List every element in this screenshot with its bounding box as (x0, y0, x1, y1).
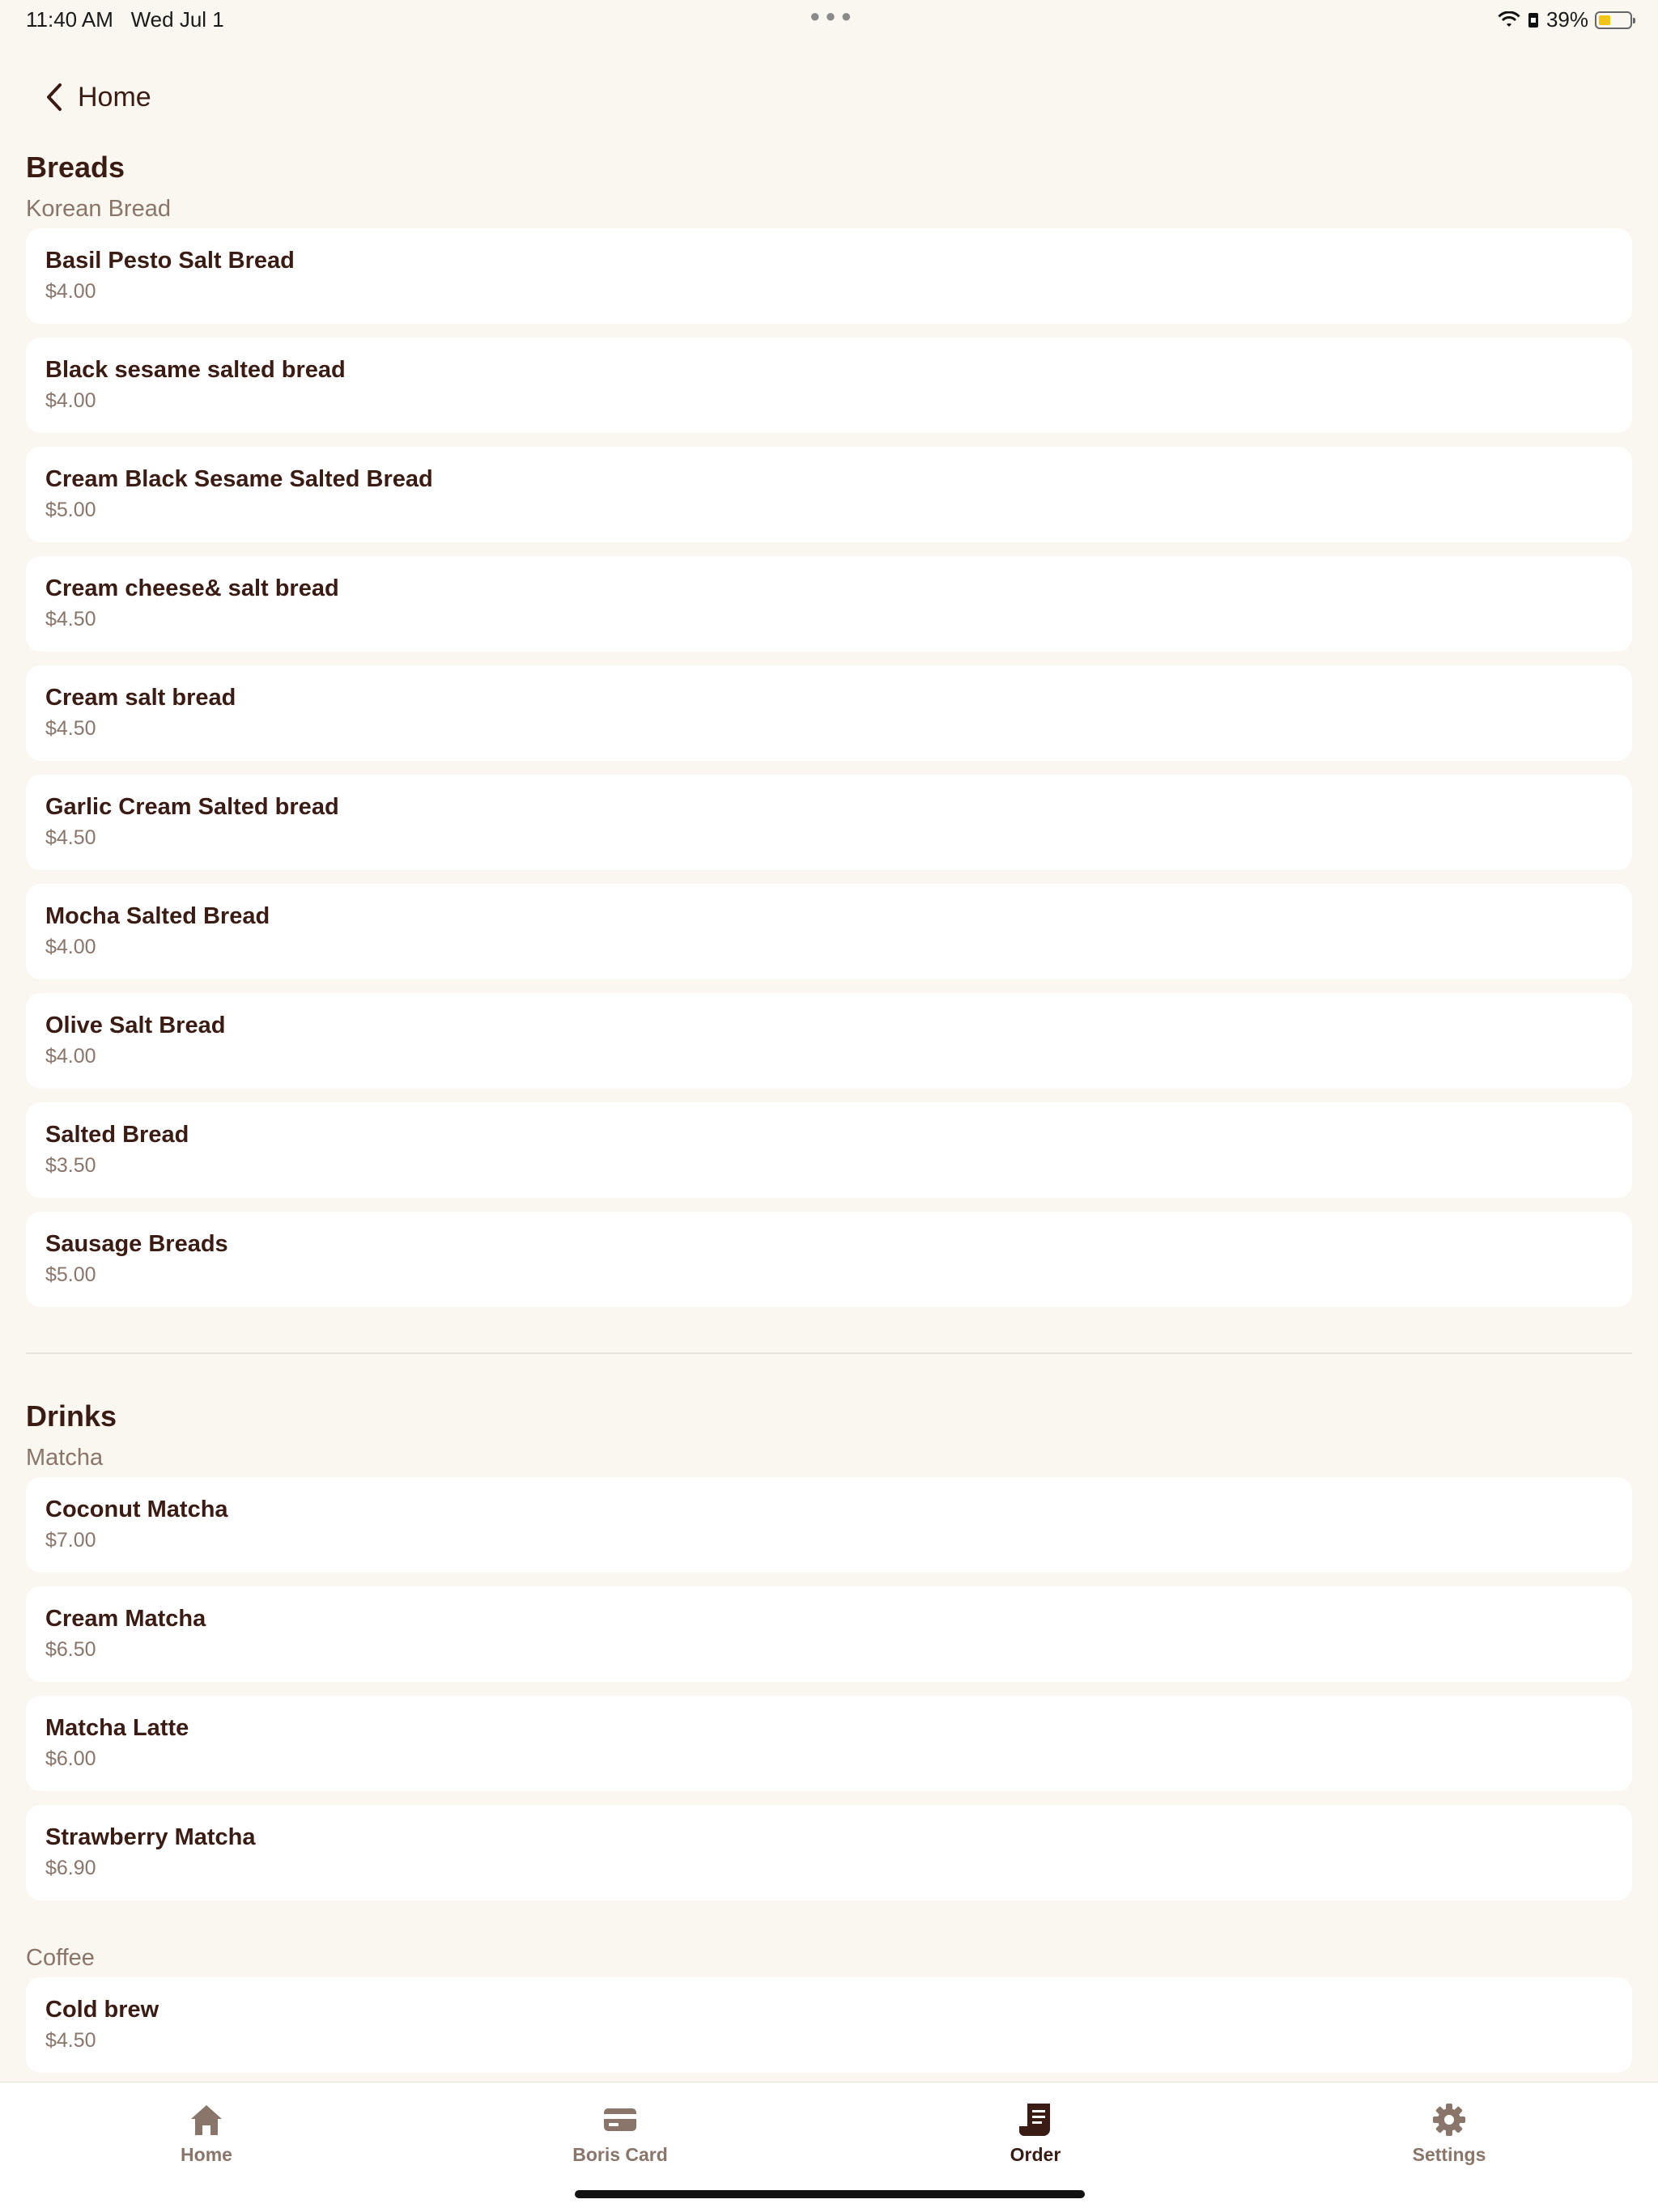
tab-label: Home (181, 2144, 232, 2165)
back-label: Home (78, 81, 151, 113)
wifi-icon (1498, 11, 1520, 29)
item-price: $5.00 (45, 1263, 96, 1286)
tab-label: Order (1010, 2144, 1061, 2165)
item-name: Cold brew (45, 1997, 159, 2023)
status-date: Wed Jul 1 (130, 7, 224, 32)
tab-home[interactable] (101, 2100, 312, 2166)
tab-label: Boris Card (572, 2144, 668, 2165)
status-time: 11:40 AM (26, 7, 113, 32)
item-name: Matcha Latte (45, 1715, 189, 1741)
item-price: $4.00 (45, 936, 96, 958)
menu-list (26, 146, 1632, 2087)
status-indicators (1498, 7, 1632, 32)
tab-boris-card[interactable] (515, 2100, 725, 2166)
menu-item[interactable] (26, 993, 1632, 1089)
menu-item[interactable] (26, 884, 1632, 979)
subcategory-matcha: Matcha (26, 1445, 104, 1471)
item-price: $4.00 (45, 1045, 96, 1068)
tab-settings[interactable] (1344, 2100, 1554, 2166)
tab-order[interactable] (930, 2100, 1141, 2166)
item-price: $4.00 (45, 389, 96, 412)
item-name: Garlic Cream Salted bread (45, 794, 339, 820)
item-price: $3.50 (45, 1154, 96, 1177)
menu-item[interactable] (26, 556, 1632, 652)
item-price: $6.90 (45, 1857, 96, 1879)
menu-item[interactable] (26, 1696, 1632, 1791)
orientation-lock-icon (1527, 11, 1540, 29)
item-name: Olive Salt Bread (45, 1013, 226, 1038)
item-name: Basil Pesto Salt Bread (45, 248, 295, 274)
battery-icon (1595, 11, 1632, 29)
item-price: $4.00 (45, 280, 96, 303)
back-button[interactable] (45, 78, 151, 117)
menu-item[interactable] (26, 447, 1632, 542)
item-name: Black sesame salted bread (45, 357, 346, 383)
item-name: Cream salt bread (45, 685, 236, 711)
item-name: Cream Black Sesame Salted Bread (45, 466, 433, 492)
tab-label: Settings (1412, 2144, 1486, 2165)
menu-item[interactable] (26, 1805, 1632, 1900)
card-icon (602, 2106, 638, 2133)
status-time-date (26, 7, 224, 32)
item-price: $4.50 (45, 2029, 96, 2052)
status-bar (0, 0, 1658, 40)
battery-percentage: 39% (1545, 7, 1588, 32)
menu-item[interactable] (26, 1977, 1632, 2073)
item-name: Salted Bread (45, 1122, 189, 1148)
item-name: Coconut Matcha (45, 1497, 228, 1522)
menu-item[interactable] (26, 775, 1632, 870)
menu-item[interactable] (26, 1102, 1632, 1198)
section-divider (26, 1352, 1632, 1354)
item-price: $6.50 (45, 1638, 96, 1661)
menu-item[interactable] (26, 228, 1632, 324)
menu-item[interactable] (26, 665, 1632, 761)
receipt-icon (1018, 2102, 1053, 2138)
item-name: Sausage Breads (45, 1231, 228, 1257)
menu-item[interactable] (26, 1477, 1632, 1573)
menu-item[interactable] (26, 338, 1632, 433)
home-icon (189, 2103, 224, 2137)
menu-item[interactable] (26, 1586, 1632, 1682)
menu-item[interactable] (26, 1212, 1632, 1307)
gear-icon (1431, 2102, 1467, 2138)
subcategory-korean-bread: Korean Bread (26, 196, 171, 222)
item-price: $4.50 (45, 717, 96, 740)
item-price: $5.00 (45, 499, 96, 521)
item-name: Strawberry Matcha (45, 1824, 256, 1850)
section-title-breads: Breads (26, 151, 125, 184)
item-price: $4.50 (45, 826, 96, 849)
item-name: Mocha Salted Bread (45, 903, 270, 929)
item-price: $7.00 (45, 1529, 96, 1552)
section-title-drinks: Drinks (26, 1399, 117, 1433)
multitasking-dots-icon[interactable]: ●●● (810, 6, 857, 26)
item-name: Cream cheese& salt bread (45, 575, 339, 601)
subcategory-coffee: Coffee (26, 1945, 95, 1971)
item-price: $4.50 (45, 608, 96, 630)
item-name: Cream Matcha (45, 1606, 206, 1632)
home-indicator[interactable] (575, 2190, 1085, 2198)
item-price: $6.00 (45, 1747, 96, 1770)
chevron-left-icon (45, 83, 63, 112)
